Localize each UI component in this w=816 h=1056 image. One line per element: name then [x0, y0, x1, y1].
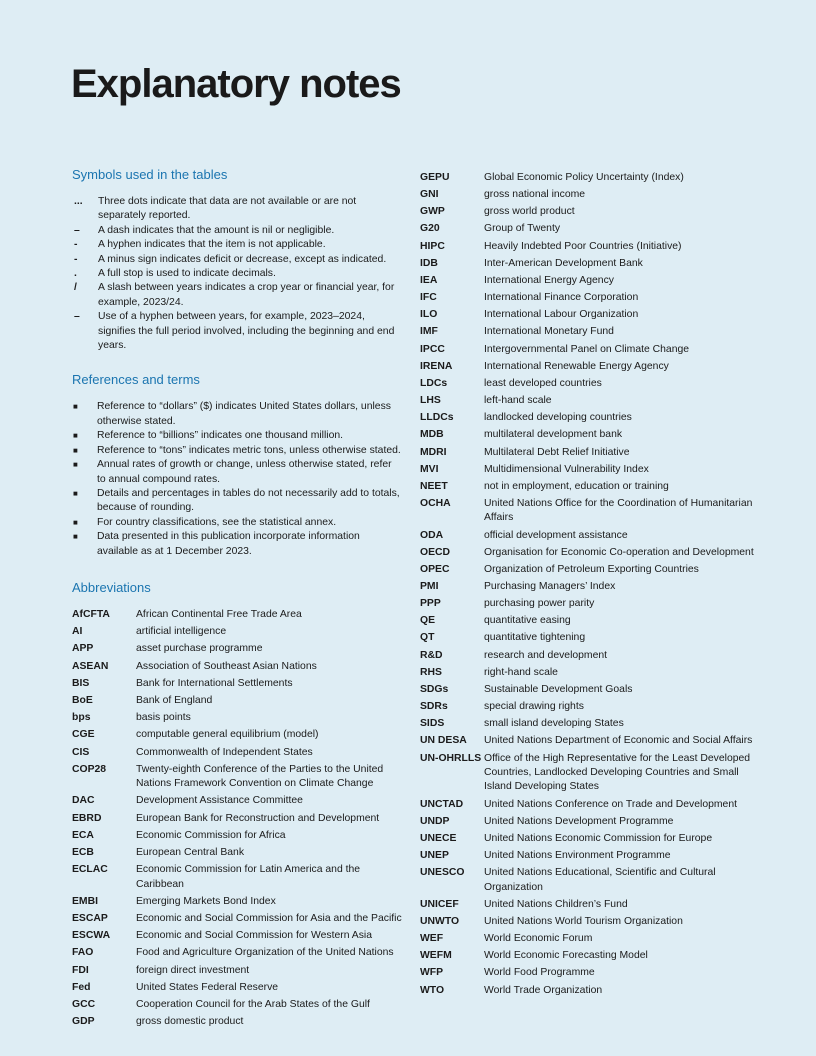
- abbreviation-row: [420, 949, 760, 963]
- abbreviation-term: GWP: [420, 206, 445, 218]
- symbol-mark: ...: [74, 196, 83, 207]
- reference-text: Reference to “billions” indicates one thousand million.: [97, 430, 344, 442]
- abbreviation-definition: research and development: [484, 649, 608, 661]
- reference-item: [72, 400, 402, 429]
- abbreviation-term: GCC: [72, 999, 96, 1011]
- abbreviation-row: [420, 752, 760, 795]
- abbreviation-row: [420, 325, 760, 339]
- abbreviation-term: IFC: [420, 292, 437, 304]
- symbol-item: [72, 238, 402, 252]
- abbreviation-definition: Bank for International Settlements: [136, 677, 293, 689]
- abbreviation-term: UNWTO: [420, 915, 460, 927]
- reference-item: [72, 444, 402, 458]
- symbol-description: A slash between years indicates a crop year or financial year, for example, 2023/24.: [98, 282, 395, 308]
- abbreviation-row: [72, 846, 402, 860]
- abbreviation-definition: special drawing rights: [484, 701, 584, 713]
- abbreviation-definition: least developed countries: [484, 377, 602, 389]
- abbreviation-row: [420, 463, 760, 477]
- abbreviation-term: CGE: [72, 729, 95, 741]
- abbreviation-row: [72, 746, 402, 760]
- abbreviation-row: [420, 497, 760, 526]
- abbreviation-row: [420, 480, 760, 494]
- abbreviation-definition: United Nations Department of Economic and Social Affairs: [484, 735, 753, 747]
- abbreviation-definition: Intergovernmental Panel on Climate Change: [484, 343, 690, 355]
- abbreviation-row: [420, 915, 760, 929]
- abbreviation-row: [420, 966, 760, 980]
- abbreviation-definition: Development Assistance Committee: [136, 795, 303, 807]
- abbreviation-row: [420, 188, 760, 202]
- abbreviation-definition: United Nations Educational, Scientific and Cultural Organization: [484, 867, 716, 893]
- abbreviation-term: OPEC: [420, 563, 450, 575]
- abbreviation-term: UNCTAD: [420, 798, 464, 810]
- abbreviation-definition: Multilateral Debt Relief Initiative: [484, 446, 630, 458]
- abbreviation-term: PMI: [420, 581, 439, 592]
- abbreviation-definition: Cooperation Council for the Arab States of the Gulf: [136, 999, 370, 1011]
- abbreviation-term: BoE: [72, 694, 93, 706]
- abbreviation-definition: European Bank for Reconstruction and Development: [136, 812, 380, 824]
- abbreviation-definition: Sustainable Development Goals: [484, 683, 633, 695]
- abbreviation-definition: United Nations Development Programme: [484, 815, 674, 827]
- bullet-square-icon: ■: [73, 460, 78, 470]
- abbreviation-definition: not in employment, education or training: [484, 480, 669, 492]
- symbol-description: Use of a hyphen between years, for example, 2023–2024, signifies the full period involved, including the beginning and end years.: [98, 311, 395, 352]
- abbreviation-term: UN-OHRLLS: [420, 752, 482, 764]
- abbreviation-term: UNECE: [420, 832, 457, 844]
- abbreviation-row: [72, 642, 402, 656]
- references-section: [72, 371, 402, 558]
- abbreviation-term: UNEP: [420, 850, 449, 861]
- symbol-mark: -: [74, 239, 78, 251]
- abbreviation-term: MDB: [420, 429, 444, 441]
- abbreviation-definition: gross national income: [484, 189, 586, 201]
- reference-text: Reference to “dollars” ($) indicates United States dollars, unless otherwise stated.: [97, 401, 391, 427]
- symbols-heading: Symbols used in the tables: [72, 167, 228, 182]
- abbreviation-row: [72, 1015, 402, 1029]
- abbreviation-row: [420, 428, 760, 442]
- abbreviation-term: ECB: [72, 846, 94, 858]
- abbreviation-row: [72, 946, 402, 960]
- abbreviation-term: PPP: [420, 598, 441, 610]
- abbreviation-term: WTO: [420, 984, 445, 996]
- abbreviation-term: BIS: [72, 677, 90, 689]
- abbreviation-definition: basis points: [136, 712, 191, 724]
- abbreviation-row: [72, 829, 402, 843]
- abbreviations-heading: Abbreviations: [72, 579, 151, 595]
- abbreviation-term: GEPU: [420, 172, 450, 183]
- abbreviation-term: FDI: [72, 964, 89, 976]
- abbreviations-list-right: [420, 171, 760, 998]
- abbreviation-term: CIS: [72, 746, 90, 758]
- abbreviation-term: ECA: [72, 829, 94, 841]
- abbreviation-definition: Economic Commission for Africa: [136, 829, 286, 841]
- abbreviation-row: [420, 683, 760, 697]
- abbreviation-definition: gross domestic product: [136, 1016, 244, 1028]
- bullet-square-icon: ■: [73, 431, 78, 441]
- abbreviation-row: [72, 895, 402, 909]
- symbol-item: [72, 310, 402, 353]
- abbreviation-row: [420, 377, 760, 391]
- abbreviation-row: [420, 798, 760, 812]
- symbol-item: [72, 224, 402, 238]
- abbreviation-term: COP28: [72, 763, 107, 775]
- references-heading: References and terms: [72, 372, 200, 388]
- symbol-mark: –: [74, 311, 80, 323]
- references-list: [72, 400, 402, 558]
- abbreviation-term: Fed: [72, 981, 91, 993]
- abbreviation-row: [72, 794, 402, 808]
- abbreviation-row: [420, 631, 760, 645]
- abbreviation-definition: Commonwealth of Independent States: [136, 746, 313, 758]
- abbreviation-term: ECLAC: [72, 864, 108, 876]
- bullet-square-icon: ■: [73, 402, 78, 412]
- abbreviation-definition: multilateral development bank: [484, 429, 623, 441]
- abbreviation-definition: Economic and Social Commission for Western Asia: [136, 930, 373, 942]
- abbreviation-term: EBRD: [72, 812, 102, 824]
- abbreviation-definition: Association of Southeast Asian Nations: [136, 660, 317, 672]
- abbreviation-row: [420, 205, 760, 219]
- abbreviation-definition: small island developing States: [484, 718, 624, 730]
- reference-text: Reference to “tons” indicates metric tons, unless otherwise stated.: [97, 444, 401, 456]
- abbreviation-row: [72, 964, 402, 978]
- reference-text: Annual rates of growth or change, unless otherwise stated, refer to annual compound rates.: [97, 459, 392, 485]
- abbreviation-definition: quantitative easing: [484, 615, 571, 627]
- abbreviation-term: IEA: [420, 274, 438, 286]
- abbreviation-term: QT: [420, 632, 435, 644]
- abbreviation-term: G20: [420, 223, 440, 235]
- abbreviation-definition: Food and Agriculture Organization of the United Nations: [136, 947, 394, 959]
- abbreviation-row: [420, 257, 760, 271]
- abbreviation-row: [420, 649, 760, 663]
- abbreviation-row: [420, 832, 760, 846]
- abbreviation-definition: Economic and Social Commission for Asia and the Pacific: [136, 913, 402, 924]
- symbol-description: A minus sign indicates deficit or decrease, except as indicated.: [98, 253, 387, 265]
- abbreviation-term: OECD: [420, 546, 451, 558]
- abbreviation-row: [420, 563, 760, 577]
- abbreviation-definition: United Nations Economic Commission for Europe: [484, 832, 713, 844]
- abbreviation-definition: Inter-American Development Bank: [484, 257, 643, 269]
- abbreviation-term: R&D: [420, 649, 443, 661]
- abbreviation-definition: right-hand scale: [484, 666, 558, 678]
- abbreviation-term: UNESCO: [420, 867, 465, 879]
- abbreviations-list-left: [72, 608, 402, 1030]
- symbol-item: [72, 281, 402, 310]
- abbreviation-definition: Bank of England: [136, 694, 213, 706]
- abbreviation-term: IDB: [420, 257, 438, 269]
- abbreviation-term: MVI: [420, 463, 439, 475]
- abbreviation-row: [420, 308, 760, 322]
- abbreviation-row: [420, 529, 760, 543]
- abbreviation-row: [420, 614, 760, 628]
- abbreviation-row: [420, 394, 760, 408]
- symbol-mark: .: [74, 268, 77, 280]
- abbreviation-definition: Organization of Petroleum Exporting Countries: [484, 563, 699, 575]
- abbreviation-row: [420, 343, 760, 357]
- abbreviation-row: [72, 660, 402, 674]
- abbreviation-row: [420, 446, 760, 460]
- abbreviation-row: [420, 866, 760, 895]
- abbreviation-row: [72, 711, 402, 725]
- abbreviation-definition: International Finance Corporation: [484, 292, 639, 304]
- abbreviation-definition: foreign direct investment: [136, 964, 250, 976]
- bullet-square-icon: ■: [73, 532, 78, 542]
- symbols-list: [72, 195, 402, 353]
- abbreviation-term: SDGs: [420, 683, 449, 695]
- symbol-description: A hyphen indicates that the item is not applicable.: [98, 239, 326, 251]
- abbreviation-term: NEET: [420, 480, 448, 492]
- abbreviation-term: OCHA: [420, 497, 451, 509]
- abbreviation-definition: Purchasing Managers’ Index: [484, 581, 616, 592]
- abbreviation-row: [420, 700, 760, 714]
- abbreviation-term: RHS: [420, 666, 442, 678]
- abbreviation-row: [420, 734, 760, 748]
- abbreviation-term: WEF: [420, 933, 444, 945]
- abbreviation-definition: left-hand scale: [484, 395, 552, 407]
- abbreviation-definition: International Energy Agency: [484, 274, 614, 286]
- abbreviation-definition: quantitative tightening: [484, 632, 586, 644]
- abbreviation-term: ASEAN: [72, 660, 109, 672]
- abbreviation-definition: World Trade Organization: [484, 984, 603, 996]
- abbreviation-row: [72, 929, 402, 943]
- abbreviation-term: AI: [72, 626, 83, 638]
- bullet-square-icon: ■: [73, 488, 78, 498]
- bullet-square-icon: ■: [73, 517, 78, 527]
- abbreviation-term: bps: [72, 712, 91, 724]
- abbreviation-term: AfCFTA: [72, 608, 110, 620]
- abbreviation-term: EMBI: [72, 895, 98, 907]
- abbreviation-row: [420, 240, 760, 254]
- abbreviation-definition: World Economic Forecasting Model: [484, 950, 648, 962]
- abbreviation-term: WFP: [420, 967, 444, 979]
- right-column: [420, 171, 760, 1001]
- symbol-description: Three dots indicate that data are not available or are not separately reported.: [98, 196, 357, 222]
- abbreviation-row: [420, 717, 760, 731]
- abbreviation-row: [420, 849, 760, 863]
- abbreviation-term: QE: [420, 615, 436, 627]
- abbreviation-term: LDCs: [420, 377, 448, 389]
- reference-item: [72, 530, 402, 559]
- abbreviation-row: [72, 812, 402, 826]
- abbreviation-row: [72, 728, 402, 742]
- abbreviation-row: [72, 981, 402, 995]
- abbreviation-row: [420, 171, 760, 185]
- abbreviation-definition: United Nations Conference on Trade and Development: [484, 798, 737, 810]
- abbreviation-term: FAO: [72, 947, 94, 959]
- abbreviation-term: SDRs: [420, 701, 448, 713]
- abbreviation-term: SIDS: [420, 718, 445, 730]
- reference-item: [72, 458, 402, 487]
- abbreviation-definition: United Nations Office for the Coordination of Humanitarian Affairs: [484, 497, 753, 524]
- reference-item: [72, 429, 402, 443]
- abbreviation-definition: United States Federal Reserve: [136, 981, 279, 993]
- abbreviation-row: [420, 898, 760, 912]
- symbol-item: [72, 267, 402, 281]
- abbreviation-row: [420, 274, 760, 288]
- abbreviation-term: DAC: [72, 795, 95, 807]
- abbreviation-definition: International Renewable Energy Agency: [484, 360, 669, 372]
- abbreviation-term: IMF: [420, 326, 438, 338]
- reference-item: [72, 516, 402, 530]
- left-column: [72, 166, 402, 1032]
- abbreviation-row: [72, 625, 402, 639]
- abbreviation-definition: Global Economic Policy Uncertainty (Index): [484, 172, 684, 183]
- abbreviation-row: [72, 608, 402, 622]
- abbreviation-row: [420, 546, 760, 560]
- abbreviation-definition: Organisation for Economic Co-operation and Development: [484, 546, 754, 558]
- abbreviation-definition: Group of Twenty: [484, 223, 561, 235]
- abbreviation-definition: International Labour Organization: [484, 309, 639, 321]
- reference-text: For country classifications, see the statistical annex.: [97, 516, 337, 528]
- abbreviation-row: [72, 998, 402, 1012]
- abbreviation-term: HIPC: [420, 240, 445, 252]
- abbreviation-term: IPCC: [420, 343, 445, 355]
- reference-text: Data presented in this publication incorporate information available as at 1 December 2023.: [97, 531, 360, 557]
- abbreviation-definition: Multidimensional Vulnerability Index: [484, 463, 649, 475]
- abbreviation-term: GNI: [420, 189, 439, 201]
- abbreviation-definition: World Economic Forum: [484, 933, 593, 945]
- abbreviation-row: [420, 815, 760, 829]
- abbreviation-term: ODA: [420, 529, 444, 541]
- abbreviation-term: UNDP: [420, 815, 450, 827]
- abbreviation-definition: purchasing power parity: [484, 598, 595, 610]
- abbreviation-term: GDP: [72, 1016, 95, 1028]
- abbreviation-definition: asset purchase programme: [136, 643, 263, 655]
- symbol-description: A dash indicates that the amount is nil or negligible.: [98, 224, 335, 236]
- abbreviation-definition: International Monetary Fund: [484, 326, 614, 338]
- abbreviation-definition: landlocked developing countries: [484, 412, 632, 424]
- bullet-square-icon: ■: [73, 445, 78, 455]
- abbreviation-term: ILO: [420, 309, 438, 321]
- abbreviation-term: UN DESA: [420, 735, 467, 747]
- abbreviation-definition: African Continental Free Trade Area: [136, 608, 302, 620]
- reference-text: Details and percentages in tables do not necessarily add to totals, because of rounding.: [97, 487, 400, 514]
- abbreviation-definition: computable general equilibrium (model): [136, 729, 319, 741]
- abbreviation-definition: United Nations Environment Programme: [484, 850, 671, 861]
- abbreviation-definition: European Central Bank: [136, 846, 245, 858]
- abbreviation-definition: Twenty-eighth Conference of the Parties to the United Nations Framework Convention on Climate Change: [136, 763, 384, 790]
- symbol-mark: -: [74, 253, 78, 265]
- abbreviation-term: LLDCs: [420, 412, 454, 424]
- symbols-section: [72, 166, 402, 353]
- abbreviation-term: ESCWA: [72, 930, 111, 942]
- abbreviation-term: MDRI: [420, 446, 447, 458]
- abbreviation-definition: Emerging Markets Bond Index: [136, 895, 276, 907]
- abbreviation-definition: Office of the High Representative for the Least Developed Countries, Landlocked Developing Countries and Small Island Developing States: [484, 752, 751, 793]
- abbreviation-term: WEFM: [420, 950, 452, 962]
- abbreviation-row: [420, 291, 760, 305]
- abbreviation-term: UNICEF: [420, 898, 459, 910]
- abbreviation-row: [420, 932, 760, 946]
- reference-item: [72, 487, 402, 516]
- abbreviation-row: [72, 863, 402, 892]
- abbreviation-row: [420, 666, 760, 680]
- symbol-item: [72, 195, 402, 224]
- abbreviation-row: [420, 411, 760, 425]
- abbreviation-row: [420, 360, 760, 374]
- abbreviation-term: APP: [72, 643, 94, 655]
- abbreviation-row: [420, 222, 760, 236]
- abbreviations-section: [72, 579, 402, 1030]
- abbreviation-definition: World Food Programme: [484, 967, 595, 979]
- abbreviation-row: [72, 677, 402, 691]
- abbreviation-term: ESCAP: [72, 913, 108, 924]
- abbreviation-definition: official development assistance: [484, 529, 628, 541]
- abbreviation-definition: Heavily Indebted Poor Countries (Initiative): [484, 240, 682, 252]
- abbreviation-term: LHS: [420, 395, 441, 407]
- abbreviation-definition: artificial intelligence: [136, 626, 227, 638]
- symbol-mark: –: [74, 224, 80, 236]
- abbreviation-row: [72, 763, 402, 792]
- abbreviation-row: [420, 580, 760, 594]
- symbol-item: [72, 253, 402, 267]
- abbreviation-row: [420, 984, 760, 998]
- abbreviation-row: [420, 597, 760, 611]
- abbreviation-term: IRENA: [420, 360, 453, 372]
- abbreviation-definition: United Nations World Tourism Organization: [484, 915, 683, 927]
- abbreviation-definition: Economic Commission for Latin America and the Caribbean: [136, 864, 361, 890]
- abbreviation-definition: United Nations Children’s Fund: [484, 898, 628, 910]
- symbol-mark: /: [74, 282, 77, 294]
- page-title: Explanatory notes: [71, 62, 401, 106]
- abbreviation-row: [72, 912, 402, 926]
- symbol-description: A full stop is used to indicate decimals.: [98, 268, 276, 280]
- abbreviation-definition: gross world product: [484, 206, 575, 218]
- abbreviation-row: [72, 694, 402, 708]
